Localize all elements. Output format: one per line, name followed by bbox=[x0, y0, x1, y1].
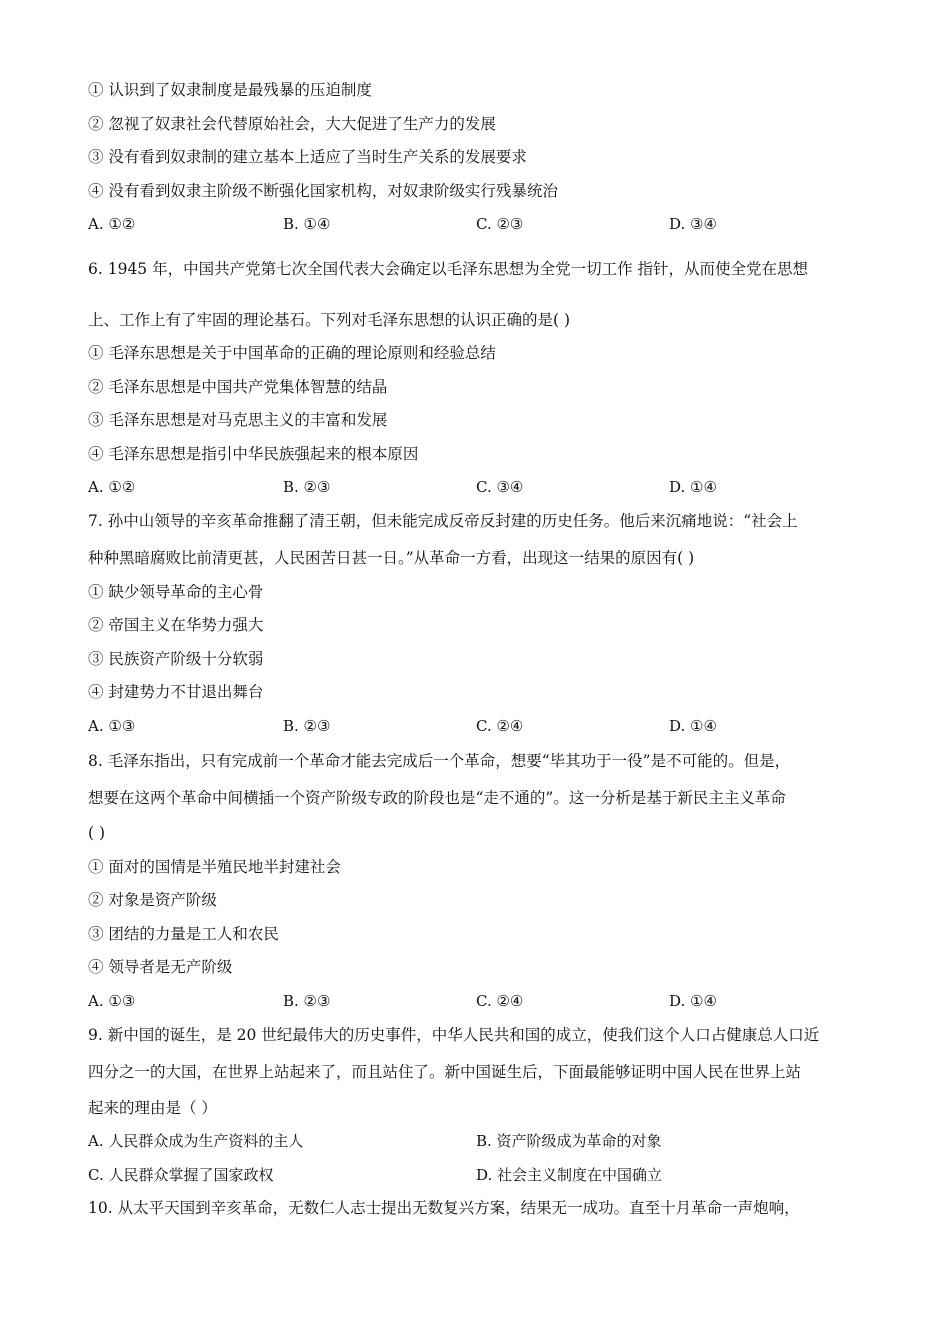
q7-option-c: C. ②④ bbox=[476, 717, 524, 735]
q6-option-c: C. ③④ bbox=[476, 478, 524, 496]
q7-item-1: ① 缺少领导革命的主心骨 bbox=[88, 583, 264, 601]
q8-option-b: B. ②③ bbox=[283, 992, 331, 1010]
q8-item-2: ② 对象是资产阶级 bbox=[88, 891, 217, 909]
q5-option-d: D. ③④ bbox=[669, 215, 717, 233]
q6-item-4: ④ 毛泽东思想是指引中华民族强起来的根本原因 bbox=[88, 445, 419, 463]
q9-option-b: B. 资产阶级成为革命的对象 bbox=[476, 1132, 662, 1150]
q7-item-2: ② 帝国主义在华势力强大 bbox=[88, 616, 264, 634]
q7-option-a: A. ①③ bbox=[88, 717, 136, 735]
q9-stem-line-2: 四分之一的大国，在世界上站起来了，而且站住了。新中国诞生后，下面最能够证明中国人民在世界上站 bbox=[88, 1063, 802, 1081]
q6-item-2: ② 毛泽东思想是中国共产党集体智慧的结晶 bbox=[88, 378, 388, 396]
q7-option-b: B. ②③ bbox=[283, 717, 331, 735]
q7-item-3: ③ 民族资产阶级十分软弱 bbox=[88, 650, 264, 668]
q7-stem-line-2: 种种黑暗腐败比前清更甚，人民困苦日甚一日。”从革命一方看，出现这一结果的原因有( ) bbox=[88, 549, 695, 567]
q8-option-c: C. ②④ bbox=[476, 992, 524, 1010]
q5-option-c: C. ②③ bbox=[476, 215, 524, 233]
q9-option-a: A. 人民群众成为生产资料的主人 bbox=[88, 1132, 304, 1150]
q5-item-4: ④ 没有看到奴隶主阶级不断强化国家机构，对奴隶阶级实行残暴统治 bbox=[88, 182, 558, 200]
q8-option-a: A. ①③ bbox=[88, 992, 136, 1010]
q9-stem-line-1: 9. 新中国的诞生，是 20 世纪最伟大的历史事件，中华人民共和国的成立，使我们这个人口占健康总人口近 bbox=[88, 1026, 820, 1044]
q5-option-b: B. ①④ bbox=[283, 215, 331, 233]
q8-stem-line-3: ( ) bbox=[88, 824, 106, 842]
q8-item-3: ③ 团结的力量是工人和农民 bbox=[88, 925, 279, 943]
q6-item-1: ① 毛泽东思想是关于中国革命的正确的理论原则和经验总结 bbox=[88, 344, 496, 362]
q8-stem-line-1: 8. 毛泽东指出，只有完成前一个革命才能去完成后一个革命，想要“毕其功于一役”是不可能的。但是， bbox=[88, 752, 791, 770]
q6-stem-line-2: 上、工作上有了牢固的理论基石。下列对毛泽东思想的认识正确的是( ) bbox=[88, 311, 571, 329]
q8-item-1: ① 面对的国情是半殖民地半封建社会 bbox=[88, 858, 341, 876]
q8-stem-line-2: 想要在这两个革命中间横插一个资产阶级专政的阶段也是“走不通的”。这一分析是基于新民主主义革命 bbox=[88, 789, 786, 807]
q5-item-1: ① 认识到了奴隶制度是最残暴的压迫制度 bbox=[88, 81, 372, 99]
q5-option-a: A. ①② bbox=[88, 215, 136, 233]
q8-option-d: D. ①④ bbox=[669, 992, 717, 1010]
q10-stem-line-1: 10. 从太平天国到辛亥革命，无数仁人志士提出无数复兴方案，结果无一成功。直至十月革命一声炮响， bbox=[88, 1199, 800, 1217]
q7-item-4: ④ 封建势力不甘退出舞台 bbox=[88, 683, 264, 701]
q6-option-b: B. ②③ bbox=[283, 478, 331, 496]
q7-option-d: D. ①④ bbox=[669, 717, 717, 735]
q9-stem-line-3: 起来的理由是（ ） bbox=[88, 1099, 217, 1117]
q7-stem-line-1: 7. 孙中山领导的辛亥革命推翻了清王朝，但未能完成反帝反封建的历史任务。他后来沉痛地说：“社会上 bbox=[88, 512, 798, 530]
q6-option-d: D. ①④ bbox=[669, 478, 717, 496]
q9-option-c: C. 人民群众掌握了国家政权 bbox=[88, 1166, 274, 1184]
q5-item-3: ③ 没有看到奴隶制的建立基本上适应了当时生产关系的发展要求 bbox=[88, 148, 527, 166]
q8-item-4: ④ 领导者是无产阶级 bbox=[88, 958, 233, 976]
q6-stem-line-1: 6. 1945 年，中国共产党第七次全国代表大会确定以毛泽东思想为全党一切工作 指针，从而使全党在思想 bbox=[88, 260, 809, 278]
q6-option-a: A. ①② bbox=[88, 478, 136, 496]
q5-item-2: ② 忽视了奴隶社会代替原始社会，大大促进了生产力的发展 bbox=[88, 115, 496, 133]
q9-option-d: D. 社会主义制度在中国确立 bbox=[476, 1166, 663, 1184]
q6-item-3: ③ 毛泽东思想是对马克思主义的丰富和发展 bbox=[88, 411, 388, 429]
